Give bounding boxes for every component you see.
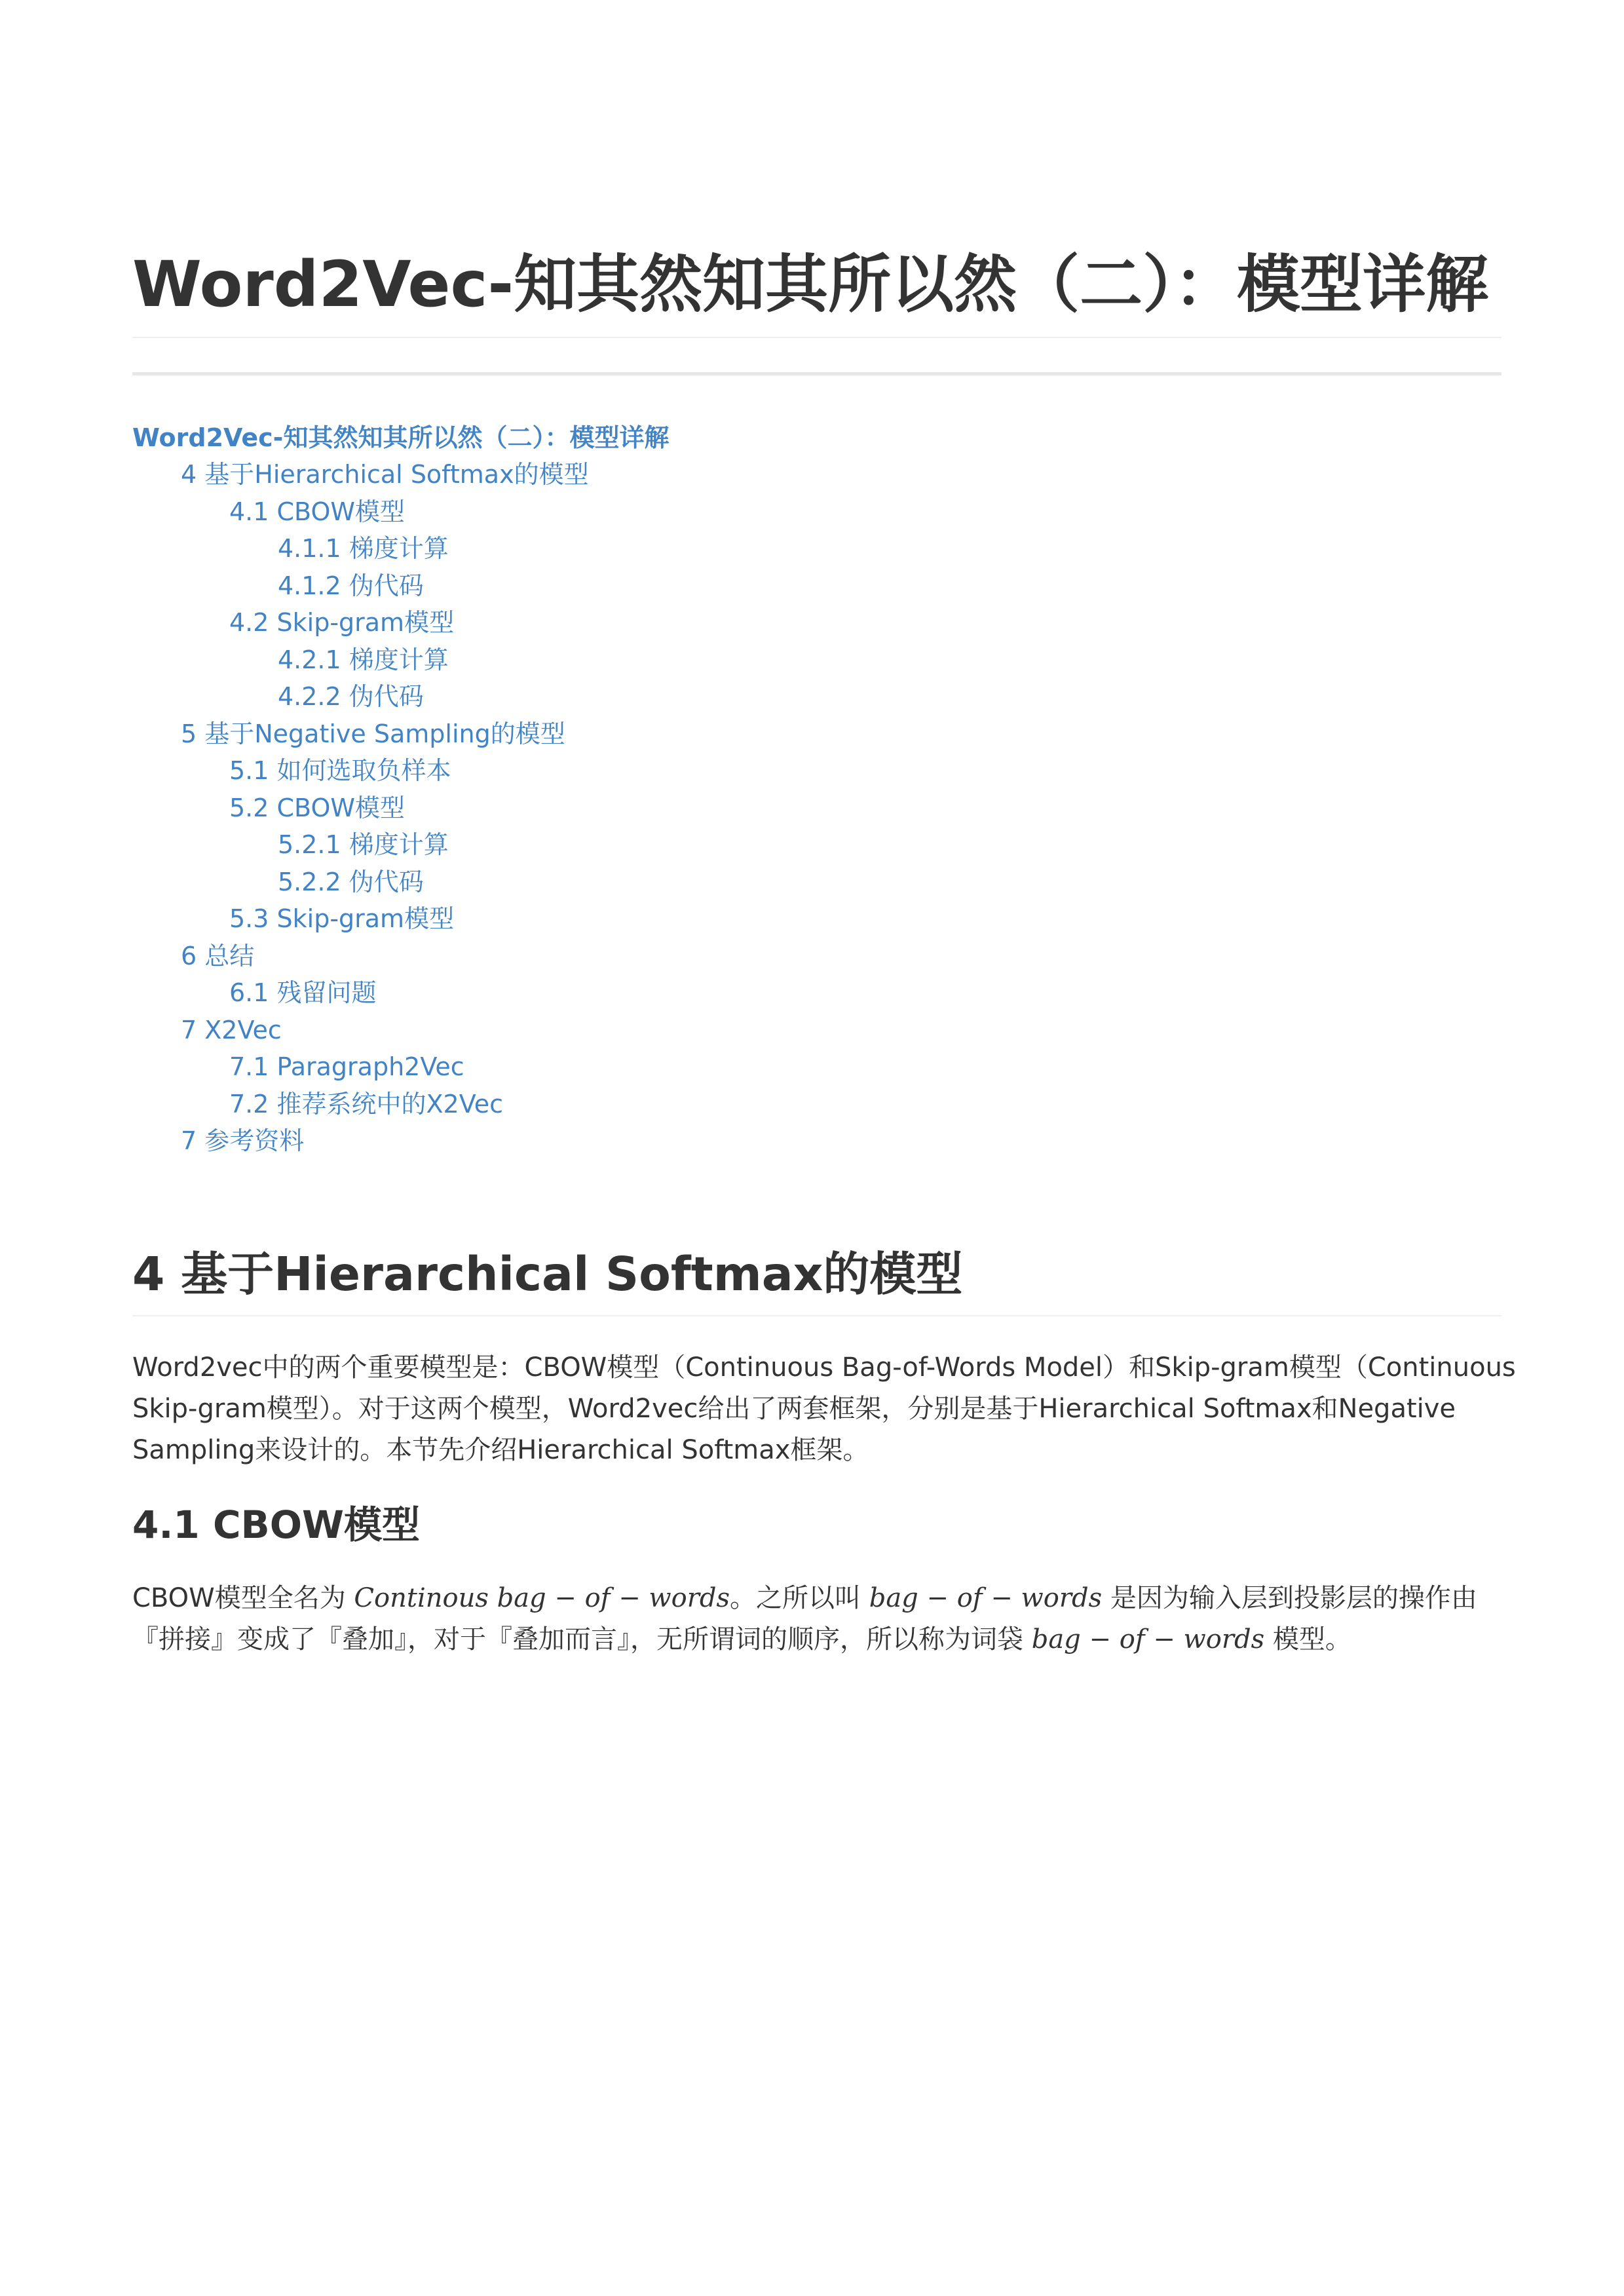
toc-link[interactable]: 5.2.1 梯度计算 xyxy=(278,830,449,859)
math-expression: bag − of − words xyxy=(1031,1624,1265,1655)
toc-link[interactable]: 7 参考资料 xyxy=(181,1126,305,1155)
toc-link[interactable]: 5.2.2 伪代码 xyxy=(278,868,424,896)
section-underline xyxy=(132,1315,1501,1316)
cbow-paragraph xyxy=(132,1578,1501,1660)
section-intro-paragraph xyxy=(132,1347,1516,1471)
text-run: 『拼接』变成了『叠加』，对于『叠加而言』，无所谓词的顺序，所以称为词袋 xyxy=(132,1624,1032,1655)
text-run: 。之所以叫 xyxy=(730,1583,869,1613)
page-title: Word2Vec-知其然知其所以然（二）：模型详解 xyxy=(132,248,1489,321)
toc-link[interactable]: 7 X2Vec xyxy=(181,1016,282,1044)
toc-link[interactable]: 5.2 CBOW模型 xyxy=(229,794,405,822)
toc-link[interactable]: 5.3 Skip-gram模型 xyxy=(229,904,455,933)
toc-link[interactable]: 6 总结 xyxy=(181,942,255,970)
toc-link[interactable]: 7.2 推荐系统中的X2Vec xyxy=(229,1090,504,1119)
title-underline xyxy=(132,337,1501,338)
toc-link[interactable]: 5.1 如何选取负样本 xyxy=(229,756,451,785)
math-expression: Continous bag − of − words xyxy=(354,1583,730,1613)
paragraph-line: Word2vec中的两个重要模型是：CBOW模型（Continuous Bag-of-Words Model）和Skip-gram模型（Continuous xyxy=(132,1352,1516,1383)
paragraph-line: Sampling来设计的。本节先介绍Hierarchical Softmax框架。 xyxy=(132,1435,869,1465)
toc-link[interactable]: 7.1 Paragraph2Vec xyxy=(229,1052,464,1081)
toc-link[interactable]: 5 基于Negative Sampling的模型 xyxy=(181,719,565,748)
toc-link[interactable]: 4.1 CBOW模型 xyxy=(229,497,405,526)
toc-link[interactable]: 4.1.2 伪代码 xyxy=(278,571,424,600)
toc-link[interactable]: 4.1.1 梯度计算 xyxy=(278,534,449,563)
toc-link[interactable]: 6.1 残留问题 xyxy=(229,978,377,1007)
toc-link[interactable]: 4 基于Hierarchical Softmax的模型 xyxy=(181,460,589,489)
text-run: CBOW模型全名为 xyxy=(132,1583,354,1613)
toc-link[interactable]: 4.2 Skip-gram模型 xyxy=(229,608,455,637)
math-expression: bag − of − words xyxy=(869,1583,1103,1613)
toc-link[interactable]: 4.2.1 梯度计算 xyxy=(278,645,449,674)
text-run: 是因为输入层到投影层的操作由 xyxy=(1102,1583,1477,1613)
toc-link[interactable]: 4.2.2 伪代码 xyxy=(278,682,424,711)
section-heading: 4 基于Hierarchical Softmax的模型 xyxy=(132,1247,963,1301)
text-run: 模型。 xyxy=(1264,1624,1351,1655)
toc-link[interactable]: Word2Vec-知其然知其所以然（二）：模型详解 xyxy=(132,423,670,452)
subsection-heading: 4.1 CBOW模型 xyxy=(132,1502,420,1547)
paragraph-line: Skip-gram模型）。对于这两个模型，Word2vec给出了两套框架，分别是基于Hierarchical Softmax和Negative xyxy=(132,1394,1456,1424)
toc-divider xyxy=(132,372,1501,375)
paragraph-line xyxy=(132,1619,1501,1660)
paragraph-line xyxy=(132,1578,1501,1619)
